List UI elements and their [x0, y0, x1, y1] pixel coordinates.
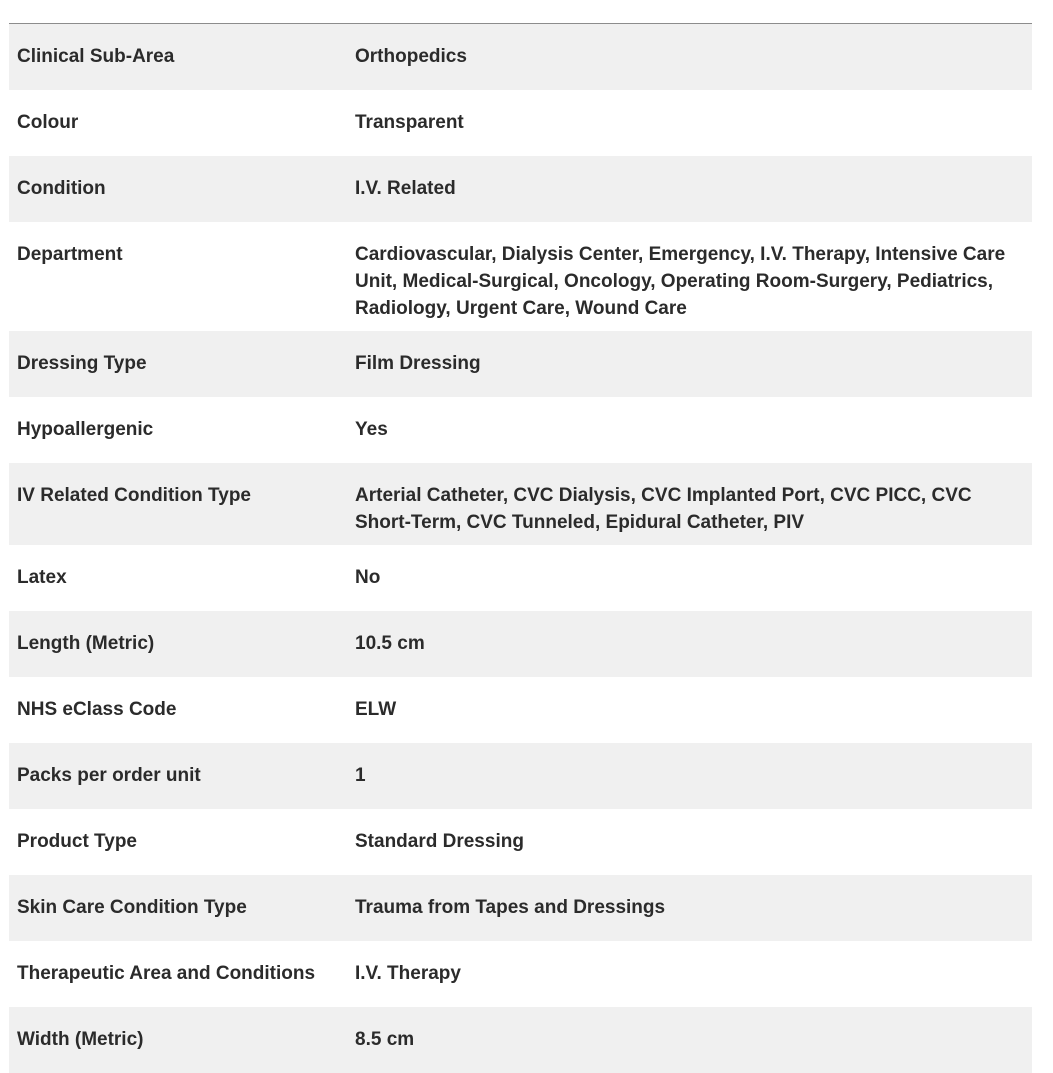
spec-row-hypoallergenic	[9, 397, 1032, 463]
spec-value: No	[355, 567, 381, 588]
spec-row-packs-per-order-unit	[9, 743, 1032, 809]
spec-label: Length (Metric)	[17, 633, 155, 654]
spec-label: IV Related Condition Type	[17, 485, 251, 506]
spec-label: Clinical Sub-Area	[17, 46, 175, 67]
spec-label: Skin Care Condition Type	[17, 897, 247, 918]
spec-value: I.V. Therapy	[355, 963, 461, 984]
specifications-table	[9, 23, 1032, 1073]
spec-value: Standard Dressing	[355, 831, 524, 852]
spec-value: Arterial Catheter, CVC Dialysis, CVC Implanted Port, CVC PICC, CVC Short-Term, CVC Tunneled, Epidural Catheter, PIV	[355, 485, 972, 533]
spec-value: Cardiovascular, Dialysis Center, Emergency, I.V. Therapy, Intensive Care Unit, Medical-Surgical, Oncology, Operating Room-Surgery, Pediatrics, Radiology, Urgent Care, Wound Care	[355, 244, 1006, 319]
spec-row-condition	[9, 156, 1032, 222]
spec-label: Packs per order unit	[17, 765, 201, 786]
spec-label: NHS eClass Code	[17, 699, 177, 720]
spec-label: Department	[17, 244, 123, 265]
spec-row-skin-care-condition-type	[9, 875, 1032, 941]
spec-value: Film Dressing	[355, 353, 481, 374]
spec-row-therapeutic-area	[9, 941, 1032, 1007]
spec-label: Width (Metric)	[17, 1029, 144, 1050]
spec-value: 1	[355, 765, 366, 786]
spec-row-product-type	[9, 809, 1032, 875]
spec-row-iv-related-condition-type	[9, 463, 1032, 545]
spec-value: Orthopedics	[355, 46, 467, 67]
spec-label: Hypoallergenic	[17, 419, 154, 440]
spec-value: Trauma from Tapes and Dressings	[355, 897, 666, 918]
spec-row-department	[9, 222, 1032, 331]
spec-label: Condition	[17, 178, 106, 199]
spec-row-latex	[9, 545, 1032, 611]
spec-row-dressing-type	[9, 331, 1032, 397]
spec-row-colour	[9, 90, 1032, 156]
spec-value: I.V. Related	[355, 178, 456, 199]
spec-value: Yes	[355, 419, 388, 440]
spec-label: Colour	[17, 112, 79, 133]
spec-value: Transparent	[355, 112, 464, 133]
spec-row-length-metric	[9, 611, 1032, 677]
spec-label: Product Type	[17, 831, 137, 852]
spec-label: Dressing Type	[17, 353, 147, 374]
spec-row-clinical-sub-area	[9, 24, 1032, 90]
spec-value: 8.5 cm	[355, 1029, 415, 1050]
spec-label: Latex	[17, 567, 67, 588]
spec-row-width-metric	[9, 1007, 1032, 1073]
spec-label: Therapeutic Area and Conditions	[17, 963, 316, 984]
spec-row-nhs-eclass-code	[9, 677, 1032, 743]
spec-value: 10.5 cm	[355, 633, 425, 654]
spec-value: ELW	[355, 699, 397, 720]
